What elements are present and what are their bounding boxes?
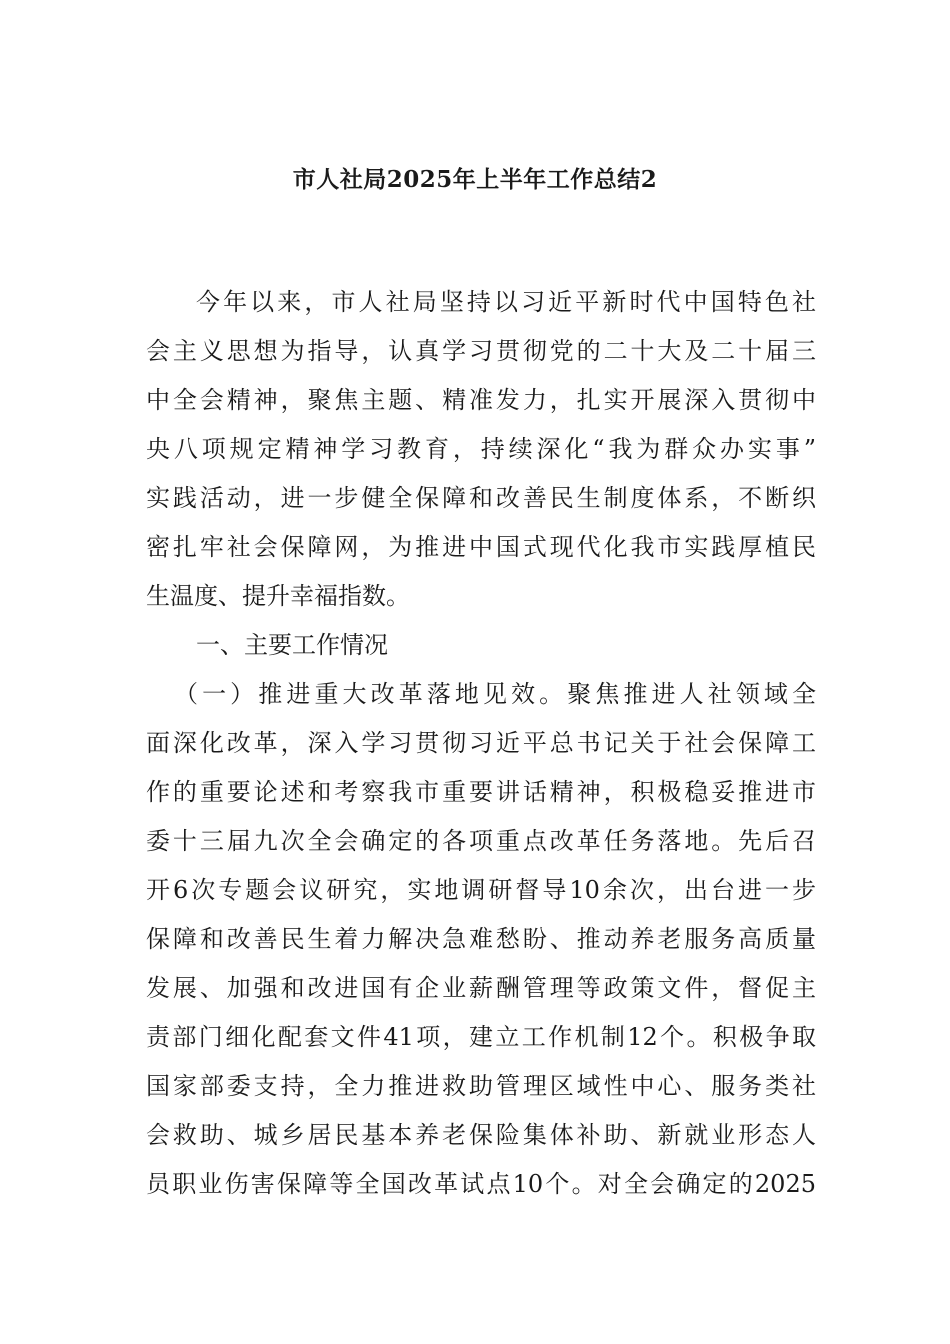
paragraph-line: 密扎牢社会保障网，为推进中国式现代化我市实践厚植民 [146, 533, 816, 561]
paragraph-line: 委十三届九次全会确定的各项重点改革任务落地。先后召 [146, 827, 816, 855]
paragraph-line: 员职业伤害保障等全国改革试点10个。对全会确定的2025 [146, 1170, 816, 1198]
paragraph-line: 中全会精神，聚焦主题、精准发力，扎实开展深入贯彻中 [146, 386, 816, 414]
paragraph-line: 开6次专题会议研究，实地调研督导10余次，出台进一步 [146, 876, 816, 904]
paragraph-line: 今年以来，市人社局坚持以习近平新时代中国特色社 [196, 288, 816, 316]
document-body [146, 278, 816, 1209]
section-heading: 一、主要工作情况 [196, 631, 388, 659]
paragraph-line: 实践活动，进一步健全保障和改善民生制度体系，不断织 [146, 484, 816, 512]
paragraph-line: 国家部委支持，全力推进救助管理区域性中心、服务类社 [146, 1072, 816, 1100]
subsection-line: （一）推进重大改革落地见效。聚焦推进人社领域全 [174, 680, 816, 708]
paragraph-line: 面深化改革，深入学习贯彻习近平总书记关于社会保障工 [146, 729, 816, 757]
paragraph-line: 保障和改善民生着力解决急难愁盼、推动养老服务高质量 [146, 925, 816, 953]
paragraph-line: 作的重要论述和考察我市重要讲话精神，积极稳妥推进市 [146, 778, 816, 806]
paragraph-line: 生温度、提升幸福指数。 [146, 582, 410, 610]
paragraph-line: 会救助、城乡居民基本养老保险集体补助、新就业形态人 [146, 1121, 816, 1149]
document-title: 市人社局2025年上半年工作总结2 [292, 166, 658, 193]
paragraph-line: 发展、加强和改进国有企业薪酬管理等政策文件，督促主 [146, 974, 816, 1002]
paragraph-line: 责部门细化配套文件41项，建立工作机制12个。积极争取 [146, 1023, 816, 1051]
paragraph-line: 会主义思想为指导，认真学习贯彻党的二十大及二十届三 [146, 337, 816, 365]
paragraph-line: 央八项规定精神学习教育，持续深化“我为群众办实事” [146, 435, 816, 463]
